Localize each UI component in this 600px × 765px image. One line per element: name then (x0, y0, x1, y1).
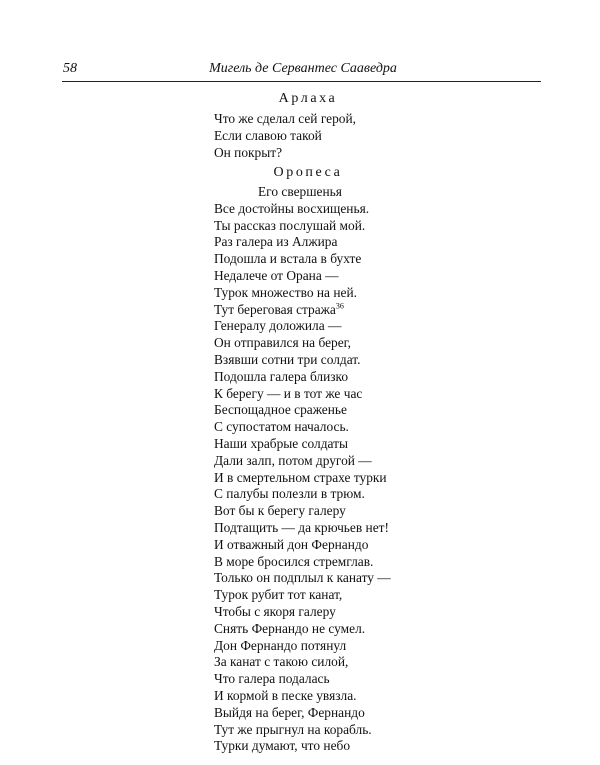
verse-line: Раз галера из Алжира (214, 234, 338, 250)
verse-line: Турки думают, что небо (214, 738, 351, 754)
verse-line: К берегу — и в тот же час (214, 385, 363, 401)
verse-line: Дали залп, потом другой — (214, 452, 372, 468)
verse-line: Подтащить — да крючьев нет! (214, 519, 389, 535)
verse-line: Чтобы с якоря галеру (214, 603, 336, 619)
verse-line: Турок рубит тот канат, (214, 587, 343, 603)
verse-line: И отважный дон Фернандо (214, 536, 369, 552)
verse-line: С палубы полезли в трюм. (214, 486, 365, 502)
verse-line: С супостатом началось. (214, 419, 349, 435)
verse-line: Турок множество на ней. (214, 284, 357, 300)
header-rule (62, 81, 541, 82)
verse-block (214, 111, 356, 161)
verse-line: Его свершенья (258, 184, 342, 199)
verse-block (214, 184, 391, 755)
verse-line: Снять Фернандо не сумел. (214, 620, 366, 636)
page-number: 58 (63, 61, 77, 76)
verse-line: Подошла галера близко (214, 368, 349, 384)
verse-line: Он отправился на берег, (214, 335, 351, 351)
verse-line: Генералу доложила — (214, 318, 342, 334)
verse-line: Выйдя на берег, Фернандо (214, 704, 365, 720)
verse-line: Он покрыт? (214, 144, 283, 160)
verse-line: Вот бы к берегу галеру (214, 503, 346, 519)
verse-line: В море бросился стремглав. (214, 553, 374, 569)
verse-line: Взявши сотни три солдат. (214, 351, 361, 367)
verse-line: И в смертельном страхе турки (214, 469, 387, 485)
verse-line: Тут береговая стража$^{36}$ (214, 301, 344, 317)
verse-line: Подошла и встала в бухте (214, 251, 362, 267)
verse-line: Что галера подалась (214, 671, 330, 687)
speaker-name: Арлаха (278, 91, 338, 106)
verse-line: Если славою такой (214, 127, 322, 143)
verse-line: За канат с такою силой, (214, 654, 349, 670)
verse-line: Недалече от Орана — (214, 267, 339, 283)
footnote-mark[interactable]: 36 (335, 301, 344, 311)
verse-line: Все достойны восхищенья. (214, 200, 370, 216)
verse-line: Ты рассказ послушай мой. (214, 217, 366, 233)
verse-line: И кормой в песке увязла. (214, 687, 357, 703)
verse-line: Наши храбрые солдаты (214, 435, 348, 451)
verse-line: Что же сделал сей герой, (214, 111, 356, 126)
running-title: Мигель де Сервантес Сааведра (209, 61, 397, 76)
verse-line: Тут же прыгнул на корабль. (214, 721, 372, 737)
verse-line: Беспощадное сраженье (214, 402, 347, 418)
verse-line: Дон Фернандо потянул (214, 637, 347, 653)
speaker-name: Оропеса (273, 165, 343, 180)
verse-line: Только он подплыл к канату — (214, 570, 391, 586)
